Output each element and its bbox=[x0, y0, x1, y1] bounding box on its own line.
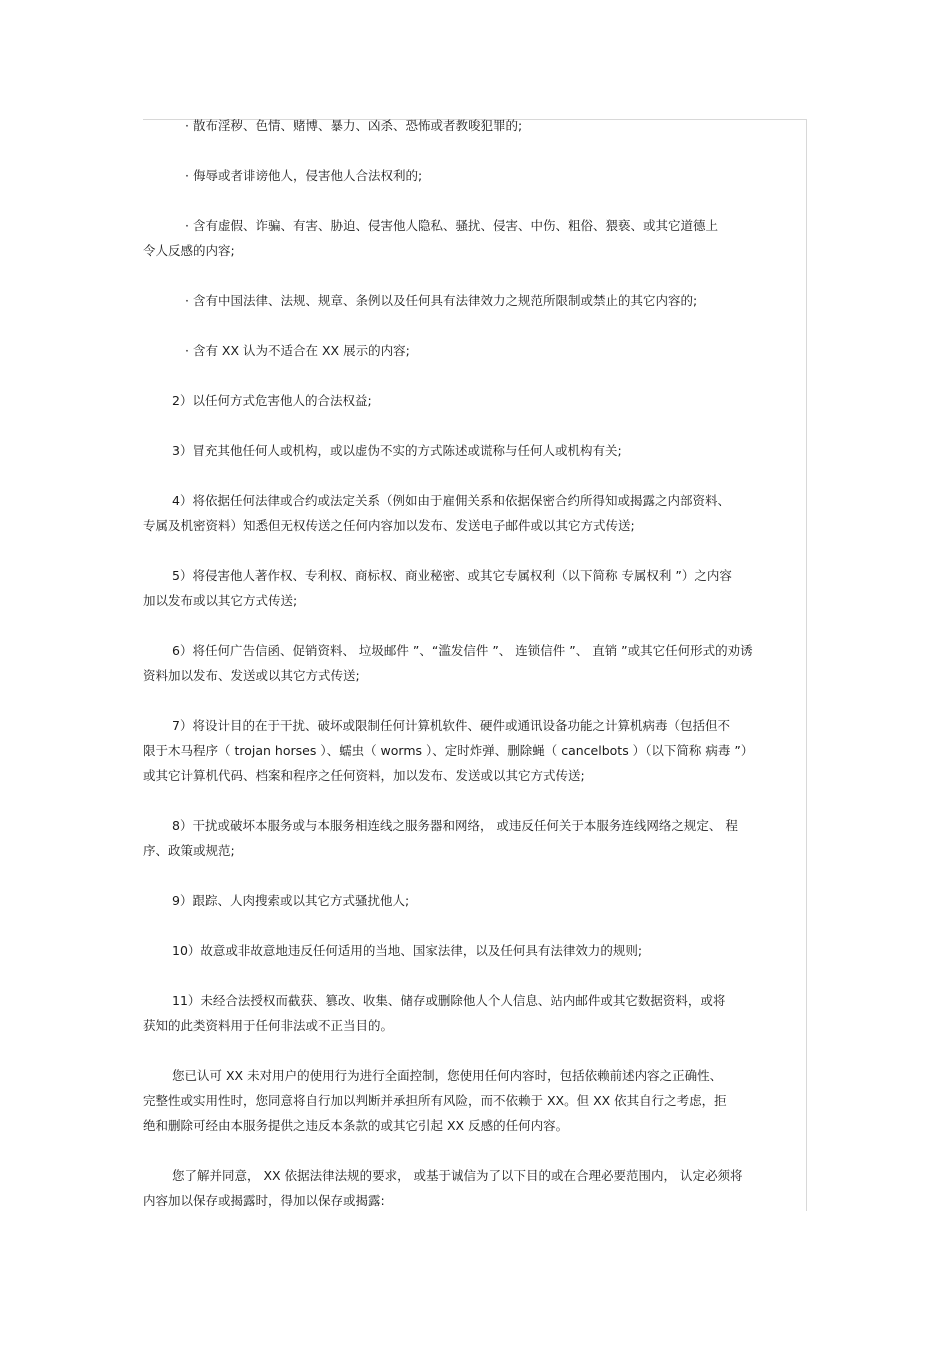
paragraph bbox=[143, 638, 807, 688]
paragraph-line: · 散布淫秽、色情、赌博、暴力、凶杀、恐怖或者教唆犯罪的; bbox=[185, 118, 523, 133]
paragraph bbox=[143, 563, 807, 613]
paragraph-line: 资料加以发布、发送或以其它方式传送; bbox=[143, 668, 360, 683]
paragraph-line: 6）将任何广告信函、促销资料、 垃圾邮件 ”、“滥发信件 ”、 连锁信件 ”、 直销 ”或其它任何形式的劝诱 bbox=[172, 643, 753, 658]
paragraph bbox=[143, 288, 807, 313]
paragraph-line: · 侮辱或者诽谤他人，侵害他人合法权利的; bbox=[185, 168, 423, 183]
paragraph bbox=[143, 813, 807, 863]
paragraph-line: 您已认可 XX 未对用户的使用行为进行全面控制，您使用任何内容时，包括依赖前述内容之正确性、 bbox=[172, 1068, 723, 1083]
paragraph-line: 5）将侵害他人著作权、专利权、商标权、商业秘密、或其它专属权利（以下简称 专属权利 ”）之内容 bbox=[172, 568, 732, 583]
paragraph-line: 获知的此类资料用于任何非法或不正当目的。 bbox=[143, 1018, 394, 1033]
paragraph bbox=[143, 438, 807, 463]
paragraph-line: 专属及机密资料）知悉但无权传送之任何内容加以发布、发送电子邮件或以其它方式传送; bbox=[143, 518, 635, 533]
paragraph-line: 序、政策或规范; bbox=[143, 843, 235, 858]
paragraph bbox=[143, 1163, 807, 1213]
paragraph-line: 8）干扰或破坏本服务或与本服务相连线之服务器和网络， 或违反任何关于本服务连线网络之规定、 程 bbox=[172, 818, 738, 833]
paragraph-line: · 含有中国法律、法规、规章、条例以及任何具有法律效力之规范所限制或禁止的其它内容的; bbox=[185, 293, 698, 308]
paragraph-line: 9）跟踪、人肉搜索或以其它方式骚扰他人; bbox=[172, 893, 410, 908]
paragraph bbox=[143, 113, 807, 138]
paragraph bbox=[143, 388, 807, 413]
document-body bbox=[143, 113, 807, 1238]
paragraph bbox=[143, 488, 807, 538]
paragraph-line: 10）故意或非故意地违反任何适用的当地、国家法律，以及任何具有法律效力的规则; bbox=[172, 943, 643, 958]
paragraph-line: 2）以任何方式危害他人的合法权益; bbox=[172, 393, 372, 408]
paragraph-line: 7）将设计目的在于干扰、破坏或限制任何计算机软件、硬件或通讯设备功能之计算机病毒（包括但不 bbox=[172, 718, 730, 733]
paragraph-line: · 含有虚假、诈骗、有害、胁迫、侵害他人隐私、骚扰、侵害、中伤、粗俗、猥亵、或其它道德上 bbox=[185, 218, 718, 233]
paragraph bbox=[143, 338, 807, 363]
paragraph-line: 完整性或实用性时，您同意将自行加以判断并承担所有风险，而不依赖于 XX。但 XX 依其自行之考虑，拒 bbox=[143, 1093, 727, 1108]
paragraph-line: 3）冒充其他任何人或机构，或以虚伪不实的方式陈述或谎称与任何人或机构有关; bbox=[172, 443, 622, 458]
paragraph bbox=[143, 938, 807, 963]
paragraph-line: 您了解并同意， XX 依据法律法规的要求， 或基于诚信为了以下目的或在合理必要范围内， 认定必须将 bbox=[172, 1168, 743, 1183]
paragraph-line: · 含有 XX 认为不适合在 XX 展示的内容; bbox=[185, 343, 410, 358]
paragraph-line: 限于木马程序（ trojan horses ）、蠕虫（ worms ）、定时炸弹、删除蝇（ cancelbots ）（以下简称 病毒 ”） bbox=[143, 743, 754, 758]
paragraph-line: 加以发布或以其它方式传送; bbox=[143, 593, 298, 608]
paragraph bbox=[143, 988, 807, 1038]
paragraph-line: 或其它计算机代码、档案和程序之任何资料，加以发布、发送或以其它方式传送; bbox=[143, 768, 585, 783]
paragraph-line: 4）将依据任何法律或合约或法定关系（例如由于雇佣关系和依据保密合约所得知或揭露之内部资料、 bbox=[172, 493, 730, 508]
paragraph bbox=[143, 888, 807, 913]
paragraph bbox=[143, 163, 807, 188]
paragraph bbox=[143, 213, 807, 263]
paragraph bbox=[143, 713, 807, 788]
paragraph bbox=[143, 1063, 807, 1138]
paragraph-line: 内容加以保存或揭露时，得加以保存或揭露: bbox=[143, 1193, 385, 1208]
paragraph-line: 绝和删除可经由本服务提供之违反本条款的或其它引起 XX 反感的任何内容。 bbox=[143, 1118, 569, 1133]
paragraph-line: 11）未经合法授权而截获、篡改、收集、储存或删除他人个人信息、站内邮件或其它数据资料，或将 bbox=[172, 993, 726, 1008]
paragraph-line: 令人反感的内容; bbox=[143, 243, 235, 258]
